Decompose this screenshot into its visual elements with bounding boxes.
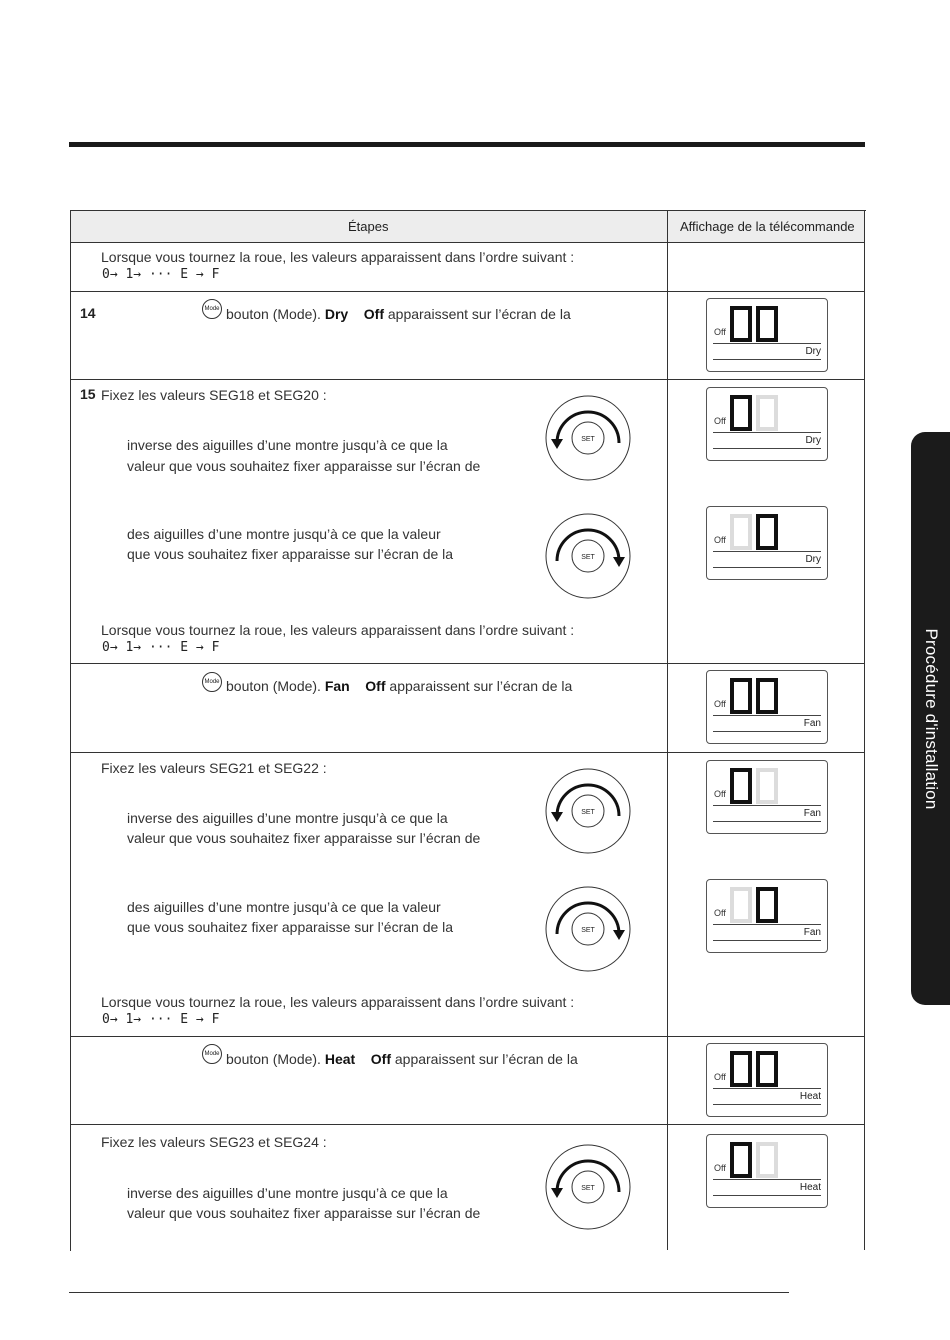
sequence-glyphs: 0→ 1→ ··· E → F <box>102 1012 220 1027</box>
off-label: Off <box>363 306 384 322</box>
instruction-line: inverse des aiguilles d’une montre jusqu’à ce que la <box>127 437 448 453</box>
dial-cw-icon <box>545 513 631 599</box>
row-divider <box>70 752 865 753</box>
instruction-line: valeur que vous souhaitez fixer apparaisse sur l’écran de <box>127 458 481 474</box>
remote-display <box>706 879 828 953</box>
lcd-mode-label: Dry <box>805 435 821 446</box>
step-text <box>226 305 571 323</box>
lcd-divider <box>713 432 821 433</box>
lcd-divider <box>713 448 821 449</box>
lcd-divider <box>713 1195 821 1196</box>
remote-display <box>706 506 828 580</box>
lcd-divider <box>713 715 821 716</box>
top-rule <box>69 142 865 147</box>
step-title: Fixez les valeurs SEG23 et SEG24 : <box>101 1134 327 1150</box>
step-title: Fixez les valeurs SEG21 et SEG22 : <box>101 760 327 776</box>
dial-ccw-icon <box>545 768 631 854</box>
mode-name: Fan <box>324 678 350 694</box>
lcd-divider <box>713 805 821 806</box>
header-display: Affichage de la télécommande <box>680 219 855 234</box>
step-text <box>226 1050 578 1068</box>
remote-display <box>706 1134 828 1208</box>
instruction-line: valeur que vous souhaitez fixer apparaisse sur l’écran de <box>127 1205 481 1221</box>
remote-display <box>706 387 828 461</box>
seven-segment-digits-icon <box>730 513 780 553</box>
lcd-divider <box>713 731 821 732</box>
row-divider <box>70 291 865 292</box>
step-text-pre: bouton (Mode). <box>226 678 321 694</box>
mode-button-icon: Mode <box>202 672 222 692</box>
off-indicator: Off <box>714 416 726 426</box>
seven-segment-digits-icon <box>730 886 780 926</box>
step-text-post: apparaissent sur l’écran de la <box>389 678 573 694</box>
lcd-divider <box>713 1104 821 1105</box>
step-text-post: apparaissent sur l’écran de la <box>387 306 571 322</box>
row-divider <box>70 379 865 380</box>
lcd-divider <box>713 1179 821 1180</box>
row-divider <box>70 242 865 243</box>
off-indicator: Off <box>714 699 726 709</box>
svg-text:SET: SET <box>581 809 595 816</box>
seven-segment-digits-icon <box>730 1141 780 1181</box>
off-indicator: Off <box>714 789 726 799</box>
lcd-mode-label: Dry <box>805 554 821 565</box>
sequence-text: Lorsque vous tournez la roue, les valeurs apparaissent dans l’ordre suivant : <box>101 994 575 1010</box>
mode-button-icon: Mode <box>202 299 222 319</box>
remote-display <box>706 298 828 372</box>
step-text-post: apparaissent sur l’écran de la <box>394 1051 578 1067</box>
instruction-line: que vous souhaitez fixer apparaisse sur l’écran de la <box>127 546 454 562</box>
header-steps: Étapes <box>348 219 389 234</box>
lcd-divider <box>713 567 821 568</box>
lcd-divider <box>713 924 821 925</box>
instruction-line: que vous souhaitez fixer apparaisse sur l’écran de la <box>127 919 454 935</box>
sequence-glyphs: 0→ 1→ ··· E → F <box>102 267 220 282</box>
dial-ccw-icon <box>545 395 631 481</box>
lcd-mode-label: Fan <box>803 808 821 819</box>
instruction-line: inverse des aiguilles d’une montre jusqu’à ce que la <box>127 1185 448 1201</box>
lcd-mode-label: Dry <box>805 346 821 357</box>
table-divider <box>667 210 668 1250</box>
lcd-divider <box>713 1088 821 1089</box>
lcd-divider <box>713 551 821 552</box>
dial-cw-icon <box>545 886 631 972</box>
dial-ccw-icon <box>545 1144 631 1230</box>
lcd-divider <box>713 359 821 360</box>
mode-name: Dry <box>324 306 349 322</box>
lcd-mode-label: Heat <box>799 1091 821 1102</box>
seven-segment-digits-icon <box>730 394 780 434</box>
seven-segment-digits-icon <box>730 1050 780 1090</box>
seven-segment-digits-icon <box>730 677 780 717</box>
side-tab-label: Procédure d'installation <box>921 628 941 809</box>
row-divider <box>70 663 865 664</box>
table-border <box>864 210 865 1250</box>
remote-display <box>706 670 828 744</box>
lcd-mode-label: Fan <box>803 718 821 729</box>
step-title: Fixez les valeurs SEG18 et SEG20 : <box>101 387 327 403</box>
step-text-pre: bouton (Mode). <box>226 306 321 322</box>
mode-button-icon: Mode <box>202 1044 222 1064</box>
sequence-text: Lorsque vous tournez la roue, les valeurs apparaissent dans l’ordre suivant : <box>101 622 575 638</box>
lcd-divider <box>713 343 821 344</box>
remote-display <box>706 1043 828 1117</box>
lcd-mode-label: Fan <box>803 927 821 938</box>
svg-text:SET: SET <box>581 1185 595 1192</box>
instruction-line: valeur que vous souhaitez fixer apparaisse sur l’écran de <box>127 830 481 846</box>
mode-name: Heat <box>324 1051 356 1067</box>
off-indicator: Off <box>714 535 726 545</box>
off-label: Off <box>370 1051 391 1067</box>
step-text <box>226 677 572 695</box>
seven-segment-digits-icon <box>730 305 780 345</box>
seven-segment-digits-icon <box>730 767 780 807</box>
off-indicator: Off <box>714 908 726 918</box>
sequence-text: Lorsque vous tournez la roue, les valeurs apparaissent dans l’ordre suivant : <box>101 249 575 265</box>
sequence-glyphs: 0→ 1→ ··· E → F <box>102 640 220 655</box>
remote-display <box>706 760 828 834</box>
svg-text:SET: SET <box>581 554 595 561</box>
off-indicator: Off <box>714 327 726 337</box>
svg-text:SET: SET <box>581 436 595 443</box>
step-number: 15 <box>80 386 96 402</box>
lcd-divider <box>713 940 821 941</box>
footer-rule <box>69 1292 789 1293</box>
row-divider <box>70 1124 865 1125</box>
lcd-divider <box>713 821 821 822</box>
step-number: 14 <box>80 305 96 321</box>
row-divider <box>70 1036 865 1037</box>
side-tab <box>911 432 950 1005</box>
instruction-line: des aiguilles d’une montre jusqu’à ce que la valeur <box>127 526 441 542</box>
instruction-line: inverse des aiguilles d’une montre jusqu’à ce que la <box>127 810 448 826</box>
step-text-pre: bouton (Mode). <box>226 1051 321 1067</box>
off-indicator: Off <box>714 1163 726 1173</box>
svg-text:SET: SET <box>581 927 595 934</box>
off-indicator: Off <box>714 1072 726 1082</box>
lcd-mode-label: Heat <box>799 1182 821 1193</box>
instruction-line: des aiguilles d’une montre jusqu’à ce que la valeur <box>127 899 441 915</box>
off-label: Off <box>365 678 386 694</box>
